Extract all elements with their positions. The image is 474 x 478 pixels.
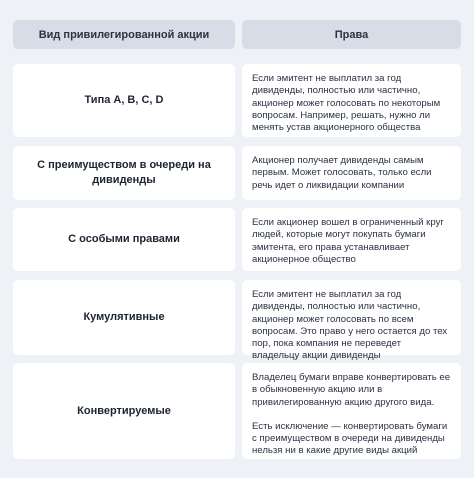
share-type: Кумулятивные [13, 280, 235, 355]
rights-text: Если эмитент не выплатил за год дивиденды, полностью или частично, акционер может голосовать по всем вопросам. Это право у него остается до тех пор, пока компания не переведет владельцу акции дивиденды [252, 289, 448, 362]
share-rights [242, 280, 461, 362]
share-type: С особыми правами [13, 208, 235, 271]
rights-text: Если акционер вошел в ограниченный круг людей, которые могут покупать бумаги эмитента, его права устанавливает акционерное общество [252, 217, 444, 265]
share-rights [242, 363, 461, 459]
table-row [13, 64, 461, 137]
share-type: С преимуществом в очереди на дивиденды [13, 146, 235, 200]
share-rights [242, 64, 461, 137]
table-row [13, 146, 461, 200]
table-row [13, 363, 461, 459]
share-type: Типа A, B, C, D [13, 64, 235, 137]
share-rights [242, 208, 461, 271]
table-row [13, 208, 461, 271]
rights-text: Акционер получает дивиденды самым первым. Может голосовать, только если речь идет о ликвидации компании [252, 155, 432, 191]
table-header [13, 20, 461, 49]
table-row [13, 280, 461, 362]
rights-text: Если эмитент не выплатил за год дивиденды, полностью или частично, акционер может голосовать по некоторым вопросам. Например, решать, нужно ли менять устав акционерного общества [252, 73, 441, 134]
rights-exception-text: Есть исключение — конвертировать бумаги с преимуществом в очереди на дивиденды нельзя ни в какие другие виды акций [252, 420, 448, 457]
share-rights [242, 146, 461, 200]
header-rights: Права [242, 20, 461, 49]
share-type: Конвертируемые [13, 363, 235, 459]
rights-text: Владелец бумаги вправе конвертировать ее в обыкновенную акцию или в привилегированную акцию другого вида. [252, 372, 451, 408]
header-type: Вид привилегированной акции [13, 20, 235, 49]
